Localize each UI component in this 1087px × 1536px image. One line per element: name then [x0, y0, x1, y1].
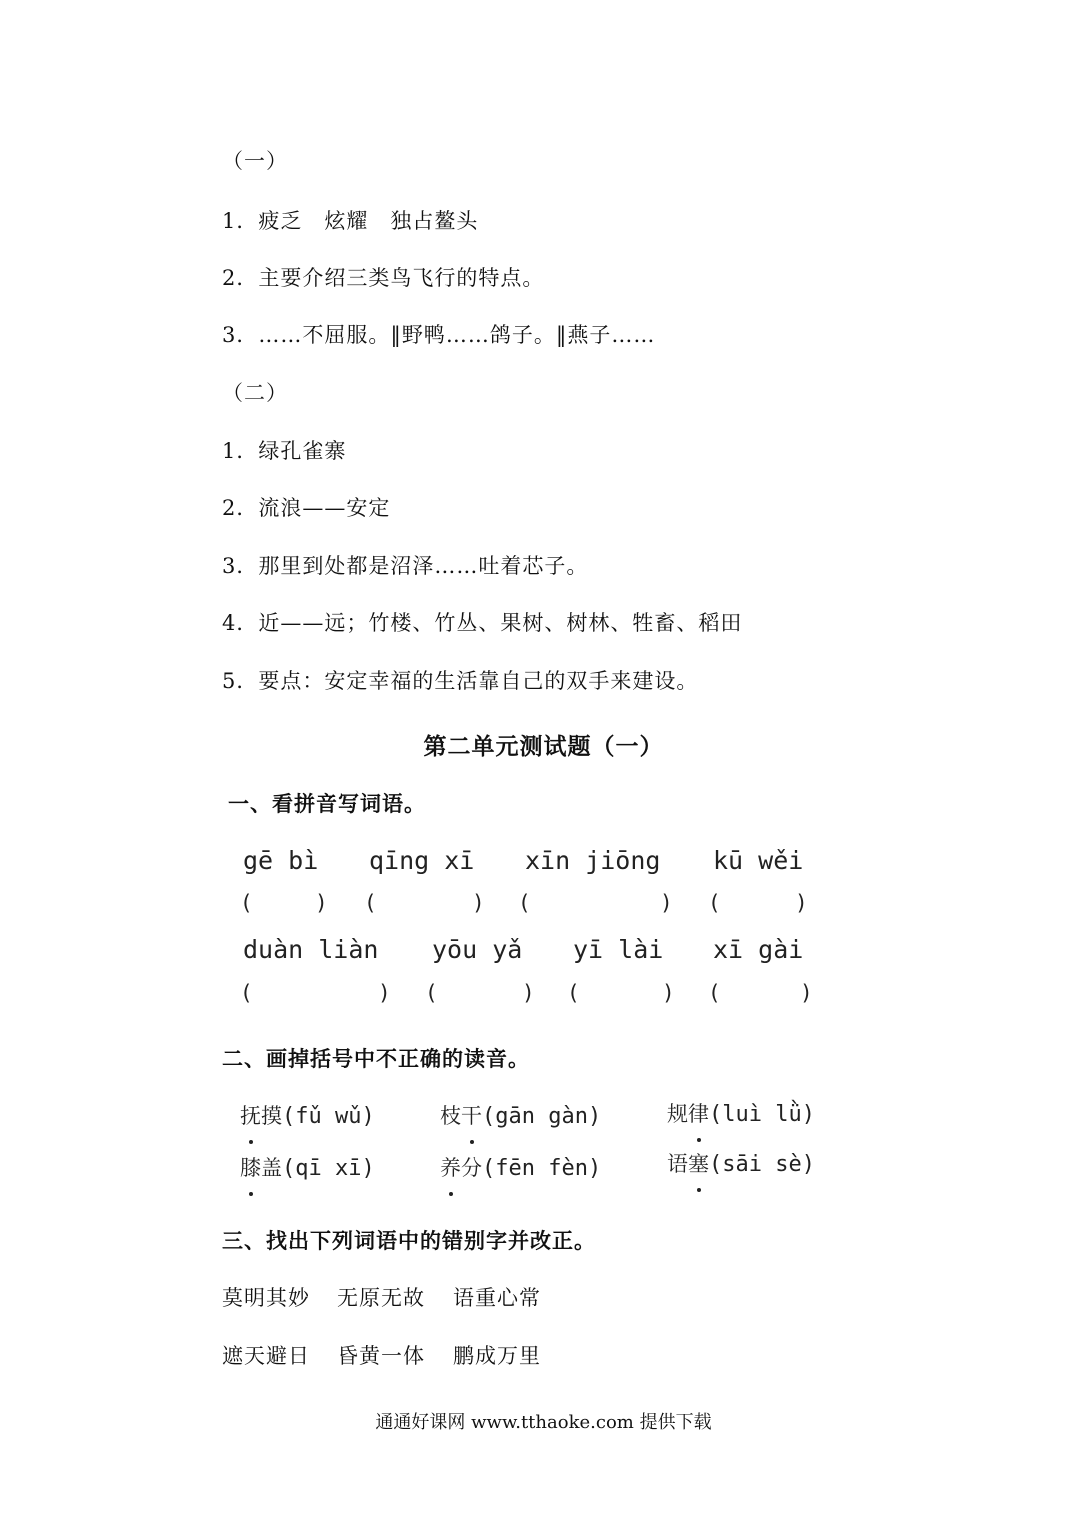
- section1-heading: 一、看拼音写词语。: [228, 791, 426, 816]
- answer-bracket-open: (: [240, 891, 253, 915]
- pronunciation-options[interactable]: (qī xī): [282, 1156, 375, 1181]
- answer-bracket-close: ): [378, 981, 391, 1005]
- pinyin-8: xī gài: [713, 935, 804, 964]
- answer-bracket-close: ): [800, 981, 813, 1005]
- pinyin-3: xīn jiōng: [525, 846, 661, 875]
- error-word[interactable]: 莫明其妙: [222, 1286, 310, 1310]
- emphasis-dot-icon: [249, 1140, 253, 1144]
- answer-bracket-close: ): [795, 891, 808, 915]
- emphasis-dot-icon: [697, 1138, 701, 1142]
- emphasis-dot-icon: [449, 1192, 453, 1196]
- test-title: 第二单元测试题（一）: [423, 733, 664, 760]
- pronunciation-item: 抚 摸(fǔ wǔ): [240, 1100, 375, 1130]
- answer-bracket-open: (: [708, 891, 721, 915]
- marked-character: 养: [440, 1152, 461, 1182]
- answer-bracket-open: (: [518, 891, 531, 915]
- marked-character: 膝: [240, 1152, 261, 1182]
- pronunciation-options[interactable]: (gān gàn): [482, 1104, 602, 1129]
- pronunciation-item: 枝干 (gān gàn): [440, 1100, 601, 1130]
- pronunciation-options[interactable]: (fēn fèn): [482, 1156, 602, 1181]
- emphasis-dot-icon: [249, 1192, 253, 1196]
- answer-part2-item-5: 5．要点：安定幸福的生活靠自己的双手来建设。: [222, 669, 699, 693]
- answer-bracket-close: ): [472, 891, 485, 915]
- answer-part2-label: （二）: [222, 381, 288, 405]
- emphasis-dot-icon: [470, 1140, 474, 1144]
- pronunciation-options[interactable]: (luì lǜ): [709, 1102, 815, 1127]
- answer-bracket-close: ): [315, 891, 328, 915]
- answer-part1-label: （一）: [222, 149, 288, 173]
- marked-character: 抚: [240, 1100, 261, 1130]
- error-word[interactable]: 语重心常: [453, 1286, 541, 1310]
- emphasis-dot-icon: [697, 1188, 701, 1192]
- answer-bracket-open: (: [240, 981, 253, 1005]
- pinyin-1: gē bì: [243, 846, 319, 875]
- marked-character: 律: [688, 1098, 709, 1128]
- answer-bracket-open: (: [425, 981, 438, 1005]
- error-word[interactable]: 无原无故: [337, 1286, 425, 1310]
- answer-bracket-open: (: [708, 981, 721, 1005]
- answer-bracket-close: ): [522, 981, 535, 1005]
- pronunciation-item: 膝 盖(qī xī): [240, 1152, 375, 1182]
- pronunciation-options[interactable]: (sāi sè): [709, 1152, 815, 1177]
- error-word[interactable]: 昏黄一体: [337, 1344, 425, 1368]
- answer-part2-item-3: 3．那里到处都是沼泽……吐着芯子。: [222, 554, 589, 578]
- pinyin-7: yī lài: [573, 935, 664, 964]
- answer-part2-item-2: 2．流浪——安定: [222, 496, 391, 520]
- page-footer: 通通好课网 www.tthaoke.com 提供下载: [375, 1412, 712, 1433]
- answer-part1-item-2: 2．主要介绍三类鸟飞行的特点。: [222, 266, 545, 290]
- answer-bracket-close: ): [660, 891, 673, 915]
- answer-bracket-open: (: [567, 981, 580, 1005]
- pronunciation-item: 语塞 (sāi sè): [667, 1148, 815, 1178]
- pinyin-6: yōu yǎ: [432, 935, 523, 964]
- section2-heading: 二、画掉括号中不正确的读音。: [222, 1046, 530, 1071]
- pinyin-2: qīng xī: [369, 846, 475, 875]
- error-word[interactable]: 鹏成万里: [453, 1344, 541, 1368]
- answer-part2-item-4: 4．近——远；竹楼、竹丛、果树、树林、牲畜、稻田: [222, 611, 743, 635]
- answer-part1-item-3: 3．……不屈服。‖野鸭……鸽子。‖燕子……: [222, 323, 656, 347]
- pronunciation-item: 规律 (luì lǜ): [667, 1098, 815, 1128]
- answer-part2-item-1: 1．绿孔雀寨: [222, 439, 347, 463]
- answer-bracket-open: (: [364, 891, 377, 915]
- pronunciation-options[interactable]: (fǔ wǔ): [282, 1104, 375, 1129]
- pinyin-5: duàn liàn: [243, 935, 379, 964]
- pronunciation-item: 养 分(fēn fèn): [440, 1152, 601, 1182]
- marked-character: 干: [461, 1100, 482, 1130]
- pinyin-4: kū wěi: [713, 846, 804, 875]
- section3-heading: 三、找出下列词语中的错别字并改正。: [222, 1228, 596, 1253]
- marked-character: 塞: [688, 1148, 709, 1178]
- answer-part1-item-1: 1．疲乏 炫耀 独占鳌头: [222, 209, 479, 233]
- error-word[interactable]: 遮天避日: [222, 1344, 310, 1368]
- answer-bracket-close: ): [662, 981, 675, 1005]
